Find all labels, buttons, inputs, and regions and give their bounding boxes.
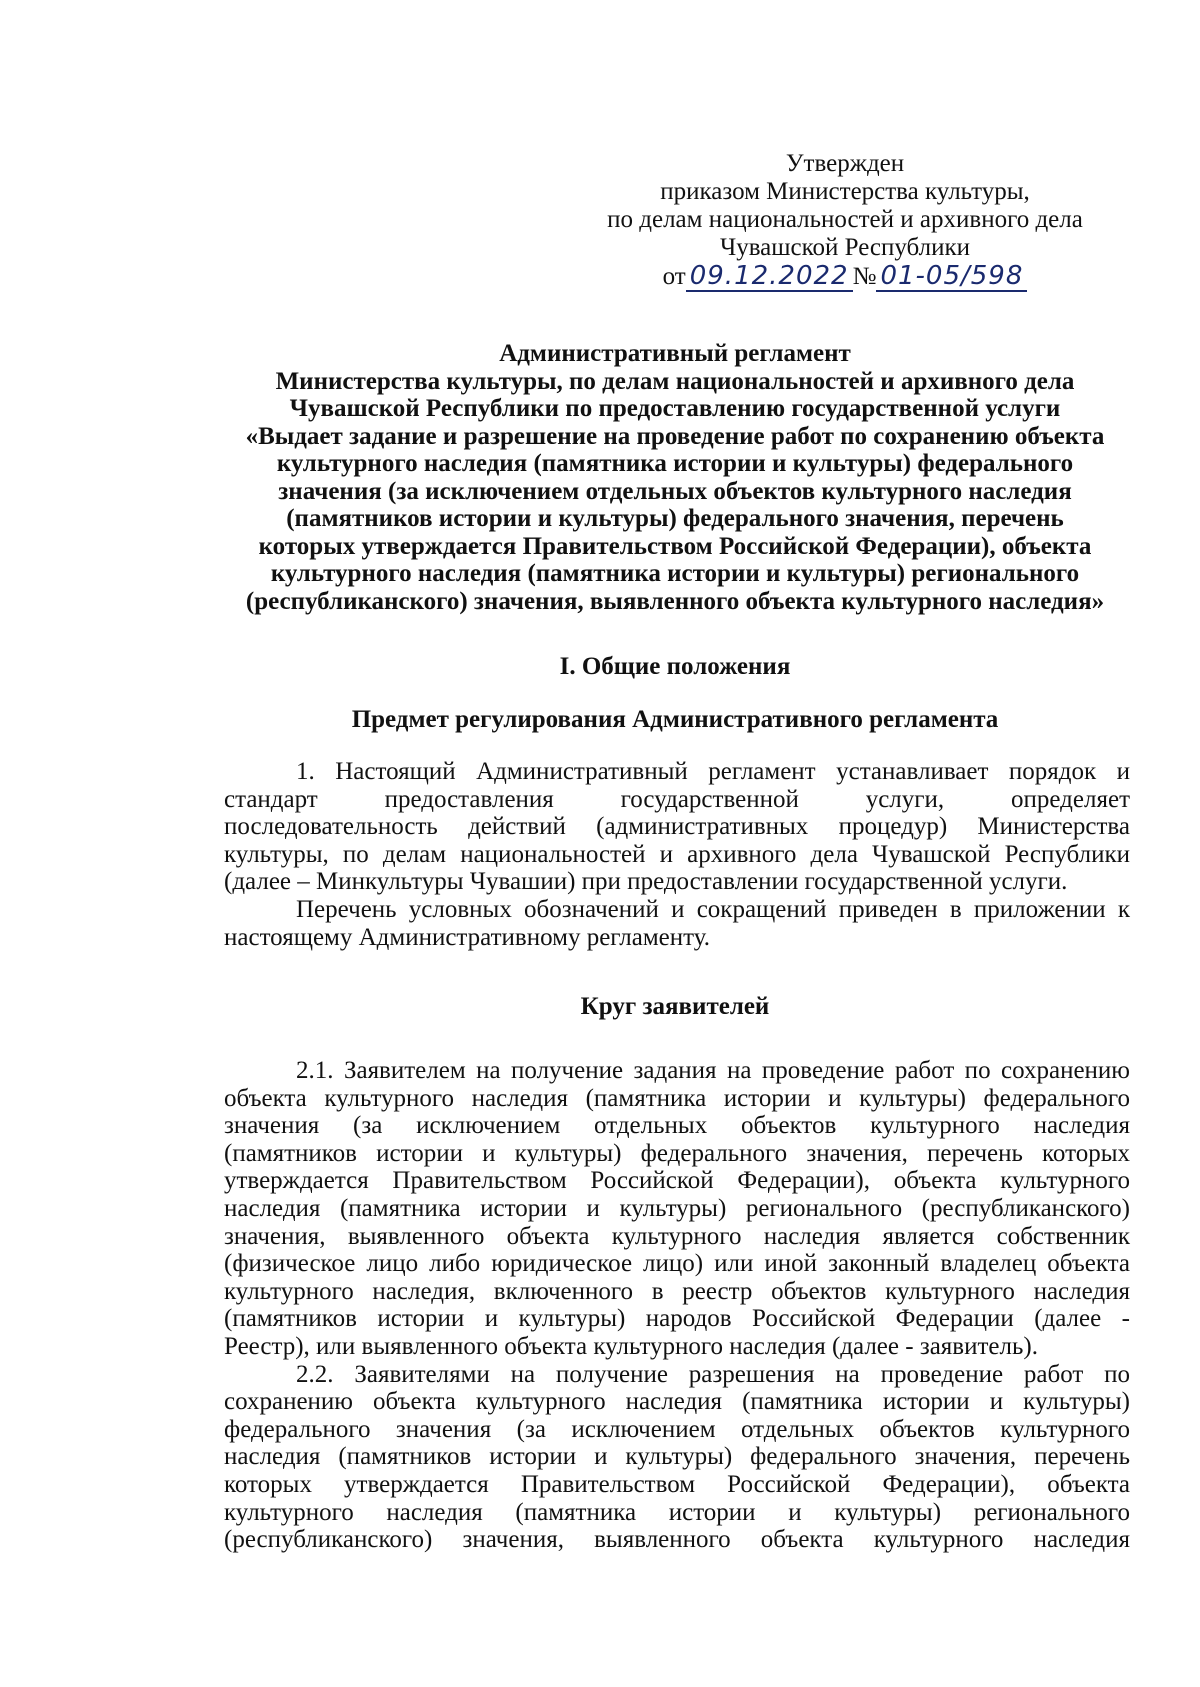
- title-line: «Выдает задание и разрешение на проведение работ по сохранению объекта: [245, 422, 1105, 450]
- paragraph-line: федерального значения (за исключением отдельных объектов культурного: [224, 1415, 1130, 1443]
- paragraph-line: значения, выявленного объекта культурного наследия является собственник: [224, 1222, 1130, 1250]
- title-line: значения (за исключением отдельных объектов культурного наследия: [278, 477, 1072, 505]
- title-line: Чувашской Республики по предоставлению государственной услуги: [289, 395, 1061, 422]
- approval-line-3: по делам национальностей и архивного дела: [607, 206, 1083, 233]
- paragraph-line: сохранению объекта культурного наследия (памятника истории и культуры): [224, 1388, 1130, 1416]
- title-line: Административный регламент: [499, 340, 851, 367]
- approval-line-4: Чувашской Республики: [719, 234, 971, 261]
- paragraph-line: последовательность действий (административных процедур) Министерства: [224, 813, 1130, 841]
- paragraph-line: культурного наследия, включенного в реестр объектов культурного наследия: [224, 1277, 1130, 1305]
- approval-line-2: приказом Министерства культуры,: [660, 178, 1030, 205]
- paragraph-line: 2.2. Заявителями на получение разрешения на проведение работ по: [296, 1360, 1130, 1388]
- document-title: [220, 340, 1130, 615]
- paragraph-line: Реестр), или выявленного объекта культурного наследия (далее - заявитель).: [224, 1332, 1038, 1360]
- paragraph-line: (памятников истории и культуры) федерального значения, перечень которых: [224, 1139, 1130, 1167]
- approval-date-line: [560, 262, 1130, 292]
- section-heading-applicants: Круг заявителей: [580, 993, 770, 1020]
- section-heading-general: I. Общие положения: [559, 653, 791, 680]
- paragraph-line: 2.1. Заявителем на получение задания на проведение работ по сохранению: [296, 1057, 1130, 1084]
- number-label: №: [852, 263, 877, 290]
- paragraph-line: наследия (памятников истории и культуры) федерального значения, перечень: [224, 1443, 1130, 1471]
- paragraph-1: [224, 758, 1130, 951]
- title-line: (республиканского) значения, выявленного объекта культурного наследия»: [245, 587, 1105, 615]
- paragraph-line: (республиканского) значения, выявленного объекта культурного наследия: [224, 1526, 1130, 1554]
- title-line: культурного наследия (памятника истории и культуры) федерального: [276, 450, 1074, 477]
- paragraph-line: 1. Настоящий Административный регламент устанавливает порядок и: [296, 758, 1130, 785]
- paragraph-2-1: [224, 1057, 1130, 1554]
- paragraph-line: наследия (памятника истории и культуры) регионального (республиканского): [224, 1194, 1130, 1222]
- handwritten-number: 01-05/598: [876, 262, 1027, 292]
- paragraph-line: (физическое лицо либо юридическое лицо) или иной законный владелец объекта: [224, 1250, 1130, 1278]
- title-line: (памятников истории и культуры) федерального значения, перечень: [286, 505, 1064, 532]
- title-line: Министерства культуры, по делам национальностей и архивного дела: [275, 367, 1075, 395]
- paragraph-line: стандарт предоставления государственной услуги, определяет: [224, 785, 1130, 813]
- paragraph-line: настоящему Административному регламенту.: [224, 923, 710, 951]
- approval-line-1: Утвержден: [785, 150, 905, 177]
- paragraph-line: культуры, по делам национальностей и архивного дела Чувашской Республики: [224, 840, 1130, 868]
- paragraph-line: значения (за исключением отдельных объектов культурного наследия: [224, 1112, 1130, 1140]
- handwritten-date: 09.12.2022: [686, 262, 853, 292]
- paragraph-line: (далее – Минкультуры Чувашии) при предоставлении государственной услуги.: [224, 868, 1068, 896]
- paragraph-line: Перечень условных обозначений и сокращений приведен в приложении к: [296, 895, 1130, 923]
- section-subheading-subject: Предмет регулирования Административного регламента: [351, 706, 999, 733]
- paragraph-line: которых утверждается Правительством Российской Федерации), объекта: [224, 1470, 1130, 1498]
- paragraph-line: объекта культурного наследия (памятника истории и культуры) федерального: [224, 1084, 1130, 1112]
- paragraph-line: утверждается Правительством Российской Федерации), объекта культурного: [224, 1167, 1130, 1195]
- approval-block: [560, 150, 1130, 292]
- title-line: которых утверждается Правительством Российской Федерации), объекта: [258, 532, 1092, 560]
- title-line: культурного наследия (памятника истории и культуры) регионального: [270, 560, 1080, 587]
- date-prefix: от: [662, 263, 686, 290]
- paragraph-line: (памятников истории и культуры) народов Российской Федерации (далее -: [224, 1305, 1130, 1333]
- paragraph-line: культурного наследия (памятника истории и культуры) регионального: [224, 1498, 1130, 1526]
